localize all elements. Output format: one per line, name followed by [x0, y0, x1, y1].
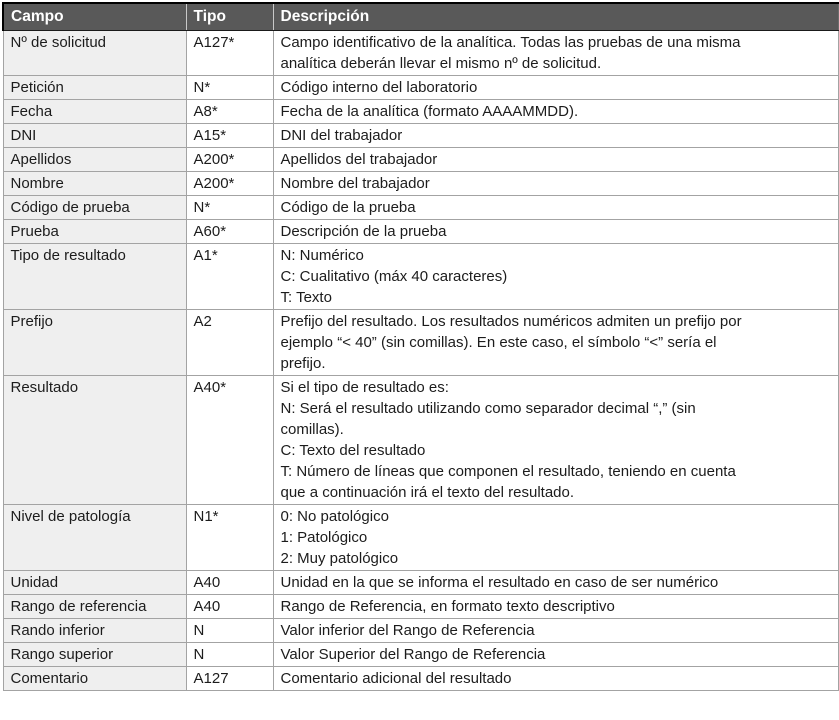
descripcion-cell: [273, 643, 838, 667]
campo-cell: Resultado: [3, 376, 186, 505]
campo-cell: Unidad: [3, 571, 186, 595]
descripcion-cell: [273, 619, 838, 643]
campo-cell: Nivel de patología: [3, 505, 186, 571]
descripcion-line: comillas).: [280, 421, 344, 438]
descripcion-cell: [273, 595, 838, 619]
campo-cell: Prueba: [3, 220, 186, 244]
tipo-cell: N*: [186, 76, 273, 100]
tipo-cell: N: [186, 643, 273, 667]
descripcion-line: Código interno del laboratorio: [280, 79, 478, 96]
table-row: [3, 643, 838, 667]
descripcion-line: 0: No patológico: [280, 508, 389, 525]
descripcion-line: Si el tipo de resultado es:: [280, 379, 449, 396]
tipo-cell: A40: [186, 595, 273, 619]
descripcion-line: N: Numérico: [280, 247, 364, 264]
descripcion-cell: [273, 124, 838, 148]
table-row: [3, 196, 838, 220]
tipo-cell: A40: [186, 571, 273, 595]
descripcion-line: 1: Patológico: [280, 529, 368, 546]
descripcion-line: Fecha de la analítica (formato AAAAMMDD).: [280, 103, 579, 120]
tipo-cell: A8*: [186, 100, 273, 124]
descripcion-line: Unidad en la que se informa el resultado en caso de ser numérico: [280, 574, 719, 591]
column-header-campo: Campo: [3, 3, 186, 31]
table-row: [3, 376, 838, 505]
descripcion-line: Prefijo del resultado. Los resultados numéricos admiten un prefijo por: [280, 313, 742, 330]
descripcion-cell: [273, 571, 838, 595]
descripcion-line: prefijo.: [280, 355, 326, 372]
campo-cell: DNI: [3, 124, 186, 148]
table-row: [3, 76, 838, 100]
descripcion-cell: [273, 505, 838, 571]
descripcion-line: Código de la prueba: [280, 199, 416, 216]
table-header: [3, 3, 838, 31]
descripcion-cell: [273, 76, 838, 100]
descripcion-line: Valor inferior del Rango de Referencia: [280, 622, 535, 639]
table-row: [3, 595, 838, 619]
campo-cell: Fecha: [3, 100, 186, 124]
campo-cell: Rando inferior: [3, 619, 186, 643]
field-spec-table: [2, 2, 839, 691]
tipo-cell: N*: [186, 196, 273, 220]
table-row: [3, 31, 838, 76]
table-row: [3, 124, 838, 148]
tipo-cell: A2: [186, 310, 273, 376]
tipo-cell: A15*: [186, 124, 273, 148]
descripcion-line: Comentario adicional del resultado: [280, 670, 512, 687]
descripcion-line: T: Texto: [280, 289, 332, 306]
descripcion-line: que a continuación irá el texto del resultado.: [280, 484, 575, 501]
table-row: [3, 172, 838, 196]
campo-cell: Nº de solicitud: [3, 31, 186, 76]
descripcion-line: DNI del trabajador: [280, 127, 403, 144]
descripcion-line: C: Cualitativo (máx 40 caracteres): [280, 268, 508, 285]
descripcion-cell: [273, 244, 838, 310]
campo-cell: Comentario: [3, 667, 186, 691]
tipo-cell: A1*: [186, 244, 273, 310]
descripcion-line: T: Número de líneas que componen el resultado, teniendo en cuenta: [280, 463, 736, 480]
descripcion-cell: [273, 376, 838, 505]
descripcion-line: Campo identificativo de la analítica. Todas las pruebas de una misma: [280, 34, 741, 51]
campo-cell: Rango de referencia: [3, 595, 186, 619]
descripcion-line: Valor Superior del Rango de Referencia: [280, 646, 546, 663]
tipo-cell: N: [186, 619, 273, 643]
descripcion-line: ejemplo “< 40” (sin comillas). En este caso, el símbolo “<” sería el: [280, 334, 717, 351]
campo-cell: Prefijo: [3, 310, 186, 376]
tipo-cell: A127*: [186, 31, 273, 76]
descripcion-cell: [273, 220, 838, 244]
tipo-cell: A40*: [186, 376, 273, 505]
descripcion-line: Apellidos del trabajador: [280, 151, 438, 168]
campo-cell: Petición: [3, 76, 186, 100]
descripcion-line: Rango de Referencia, en formato texto descriptivo: [280, 598, 615, 615]
campo-cell: Apellidos: [3, 148, 186, 172]
descripcion-line: analítica deberán llevar el mismo nº de solicitud.: [280, 55, 602, 72]
descripcion-line: N: Será el resultado utilizando como separador decimal “,” (sin: [280, 400, 696, 417]
tipo-cell: A127: [186, 667, 273, 691]
table-body: [3, 31, 838, 691]
tipo-cell: A200*: [186, 148, 273, 172]
header-row: [3, 3, 838, 31]
descripcion-cell: [273, 310, 838, 376]
descripcion-line: Nombre del trabajador: [280, 175, 430, 192]
descripcion-cell: [273, 196, 838, 220]
campo-cell: Rango superior: [3, 643, 186, 667]
table-row: [3, 244, 838, 310]
descripcion-cell: [273, 172, 838, 196]
table-row: [3, 571, 838, 595]
descripcion-cell: [273, 667, 838, 691]
campo-cell: Código de prueba: [3, 196, 186, 220]
table-row: [3, 100, 838, 124]
tipo-cell: N1*: [186, 505, 273, 571]
column-header-tipo: Tipo: [186, 3, 273, 31]
tipo-cell: A200*: [186, 172, 273, 196]
table-row: [3, 505, 838, 571]
tipo-cell: A60*: [186, 220, 273, 244]
column-header-descripcion: Descripción: [273, 3, 838, 31]
descripcion-line: 2: Muy patológico: [280, 550, 399, 567]
descripcion-cell: [273, 31, 838, 76]
campo-cell: Tipo de resultado: [3, 244, 186, 310]
descripcion-cell: [273, 100, 838, 124]
campo-cell: Nombre: [3, 172, 186, 196]
table-row: [3, 148, 838, 172]
table-row: [3, 220, 838, 244]
descripcion-line: C: Texto del resultado: [280, 442, 426, 459]
table-row: [3, 667, 838, 691]
descripcion-line: Descripción de la prueba: [280, 223, 447, 240]
descripcion-cell: [273, 148, 838, 172]
table-row: [3, 310, 838, 376]
table-row: [3, 619, 838, 643]
